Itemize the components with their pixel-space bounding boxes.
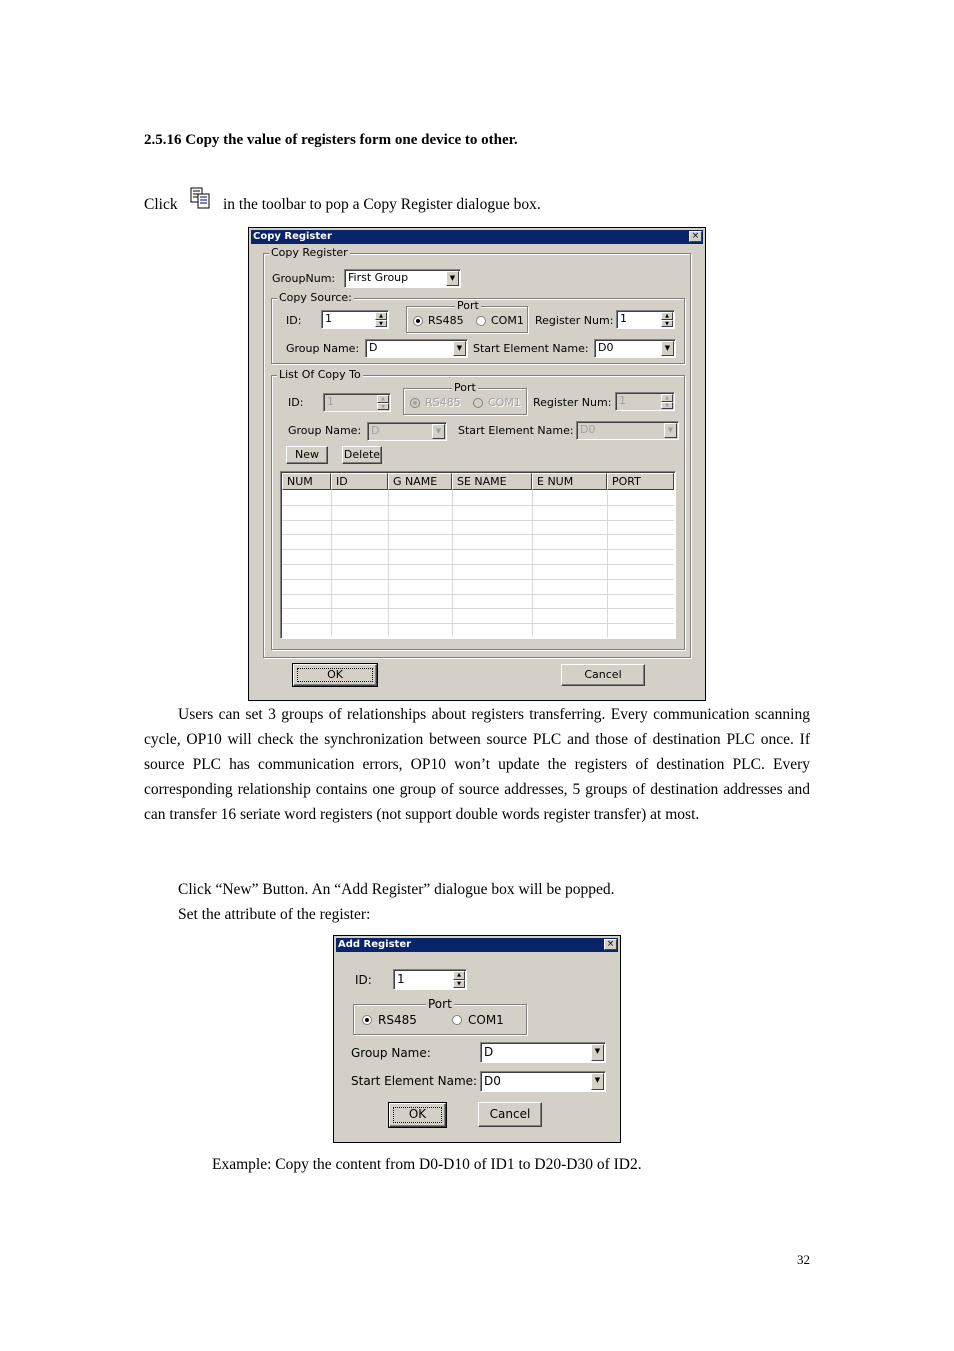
copyto-id-input[interactable] xyxy=(323,393,391,412)
table-row-divider xyxy=(282,638,674,639)
copy-register-dialog xyxy=(248,227,706,701)
table-row-divider xyxy=(282,549,674,550)
source-id-spinner[interactable]: ▲ ▼ xyxy=(375,312,387,327)
copyto-groupname-select[interactable] xyxy=(367,422,447,441)
source-startelem-label: Start Element Name: xyxy=(473,342,589,355)
attribute-instruction: Set the attribute of the register: xyxy=(178,906,371,923)
add-id-label: ID: xyxy=(355,973,372,987)
source-regnum-spinner[interactable]: ▲ ▼ xyxy=(661,312,673,327)
table-row-divider xyxy=(282,534,674,535)
copy-register-group-label: Copy Register xyxy=(271,246,348,259)
new-button[interactable]: New xyxy=(286,446,328,464)
chevron-down-icon[interactable]: ▼ xyxy=(591,1073,604,1090)
add-ok-label: OK xyxy=(408,1107,427,1121)
add-com1-radio[interactable] xyxy=(452,1015,462,1025)
add-startelem-label: Start Element Name: xyxy=(351,1074,478,1088)
source-regnum-value: 1 xyxy=(620,312,627,325)
copyto-id-label: ID: xyxy=(288,396,304,409)
copyto-regnum-input[interactable] xyxy=(615,392,675,411)
source-groupname-select[interactable] xyxy=(365,339,468,358)
chevron-down-icon[interactable]: ▼ xyxy=(446,271,459,286)
page-number: 32 xyxy=(797,1252,810,1267)
add-register-dialog xyxy=(333,935,621,1143)
table-row-divider xyxy=(282,505,674,506)
column-header[interactable]: PORT xyxy=(607,473,674,490)
close-icon[interactable]: × xyxy=(689,231,702,242)
column-header[interactable]: E NUM xyxy=(532,473,607,490)
body-paragraph: Users can set 3 groups of relationships about registers transferring. Every communication scanning cycle, OP10 will check the synchronization between source PLC and those of destination PLC once. If source PLC has communication errors, OP10 won’t update the registers of destination PLC. Every corresponding relationship contains one group of source addresses, 5 groups of destination addresses and can transfer 16 seriate word registers (not support double words register transfer) at most. xyxy=(144,706,810,823)
ok-button[interactable] xyxy=(293,664,377,686)
source-id-label: ID: xyxy=(286,314,302,327)
ok-label: OK xyxy=(327,668,343,681)
chevron-down-icon[interactable]: ▼ xyxy=(453,341,466,356)
add-ok-button[interactable] xyxy=(389,1103,446,1127)
add-port-label: Port xyxy=(428,997,452,1011)
chevron-down-icon[interactable]: ▼ xyxy=(591,1044,604,1061)
copyto-groupname-value: D xyxy=(371,424,380,437)
copyto-regnum-value: 1 xyxy=(619,394,626,407)
add-id-value: 1 xyxy=(397,972,405,986)
copyto-regnum-spinner[interactable]: ▲ ▼ xyxy=(661,394,673,409)
column-header[interactable]: ID xyxy=(331,473,388,490)
source-rs485-radio[interactable] xyxy=(413,316,423,326)
add-startelem-value: D0 xyxy=(484,1074,501,1088)
source-rs485-label: RS485 xyxy=(428,314,464,327)
table-row-divider xyxy=(282,623,674,624)
copy-to-label: List Of Copy To xyxy=(279,368,361,381)
cancel-button[interactable]: Cancel xyxy=(561,664,645,686)
source-port-label: Port xyxy=(457,299,479,312)
add-cancel-button[interactable]: Cancel xyxy=(478,1102,542,1127)
source-com1-label: COM1 xyxy=(491,314,524,327)
copy-source-label: Copy Source: xyxy=(279,291,352,304)
add-rs485-radio[interactable] xyxy=(362,1015,372,1025)
copyto-id-spinner[interactable]: ▲ ▼ xyxy=(377,395,389,410)
column-header[interactable]: G NAME xyxy=(388,473,452,490)
copyto-groupname-label: Group Name: xyxy=(288,424,362,437)
copyto-regnum-label: Register Num: xyxy=(533,396,612,409)
dialog-title-bar xyxy=(251,230,703,244)
source-startelem-select[interactable] xyxy=(594,339,676,358)
source-regnum-input[interactable] xyxy=(616,310,675,329)
dialog-title: Add Register xyxy=(338,939,412,950)
add-groupname-value: D xyxy=(484,1045,494,1059)
source-regnum-label: Register Num: xyxy=(535,314,614,327)
section-heading: 2.5.16 Copy the value of registers form one device to other. xyxy=(144,132,518,148)
example-text: Example: Copy the content from D0-D10 of ID1 to D20-D30 of ID2. xyxy=(212,1156,642,1173)
add-rs485-label: RS485 xyxy=(378,1013,417,1027)
close-icon[interactable]: × xyxy=(604,939,617,950)
add-com1-label: COM1 xyxy=(468,1013,504,1027)
add-startelem-select[interactable] xyxy=(480,1071,606,1092)
chevron-down-icon[interactable]: ▼ xyxy=(432,424,445,439)
add-id-spinner[interactable]: ▲ ▼ xyxy=(453,971,465,988)
source-groupname-value: D xyxy=(369,341,378,354)
copyto-startelem-label: Start Element Name: xyxy=(458,424,574,437)
table-row-divider xyxy=(282,594,674,595)
groupnum-select[interactable] xyxy=(344,269,461,288)
copy-register-icon xyxy=(188,186,214,212)
copyto-id-value: 1 xyxy=(327,395,334,408)
table-row-divider xyxy=(282,520,674,521)
dialog-title: Copy Register xyxy=(253,231,332,242)
delete-button[interactable]: Delete xyxy=(342,446,382,464)
copyto-startelem-select[interactable] xyxy=(576,421,679,440)
chevron-down-icon[interactable]: ▼ xyxy=(661,341,674,356)
groupnum-value: First Group xyxy=(348,271,409,284)
source-startelem-value: D0 xyxy=(598,341,614,354)
source-groupname-label: Group Name: xyxy=(286,342,360,355)
add-groupname-label: Group Name: xyxy=(351,1046,431,1060)
copyto-com1-label: COM1 xyxy=(488,396,521,409)
copyto-rs485-radio[interactable] xyxy=(410,398,420,408)
copyto-rs485-label: RS485 xyxy=(425,396,461,409)
column-header[interactable]: SE NAME xyxy=(452,473,532,490)
copyto-port-label: Port xyxy=(454,381,476,394)
table-row-divider xyxy=(282,608,674,609)
source-id-input[interactable] xyxy=(321,310,389,329)
table-row-divider xyxy=(282,579,674,580)
groupnum-label: GroupNum: xyxy=(272,272,336,285)
column-header[interactable]: NUM xyxy=(282,473,331,490)
copy-to-table[interactable] xyxy=(280,471,676,639)
copyto-startelem-value: D0 xyxy=(580,423,596,436)
chevron-down-icon[interactable]: ▼ xyxy=(664,423,677,438)
table-row-divider xyxy=(282,564,674,565)
source-com1-radio[interactable] xyxy=(476,316,486,326)
add-id-input[interactable] xyxy=(393,969,467,990)
dialog-title-bar xyxy=(336,938,618,952)
add-groupname-select[interactable] xyxy=(480,1042,606,1063)
click-text: Click xyxy=(144,196,178,213)
source-id-value: 1 xyxy=(325,312,332,325)
new-button-instruction: Click “New” Button. An “Add Register” dialogue box will be popped. xyxy=(178,881,615,898)
click-text-after: in the toolbar to pop a Copy Register dialogue box. xyxy=(223,196,541,213)
copyto-com1-radio[interactable] xyxy=(473,398,483,408)
